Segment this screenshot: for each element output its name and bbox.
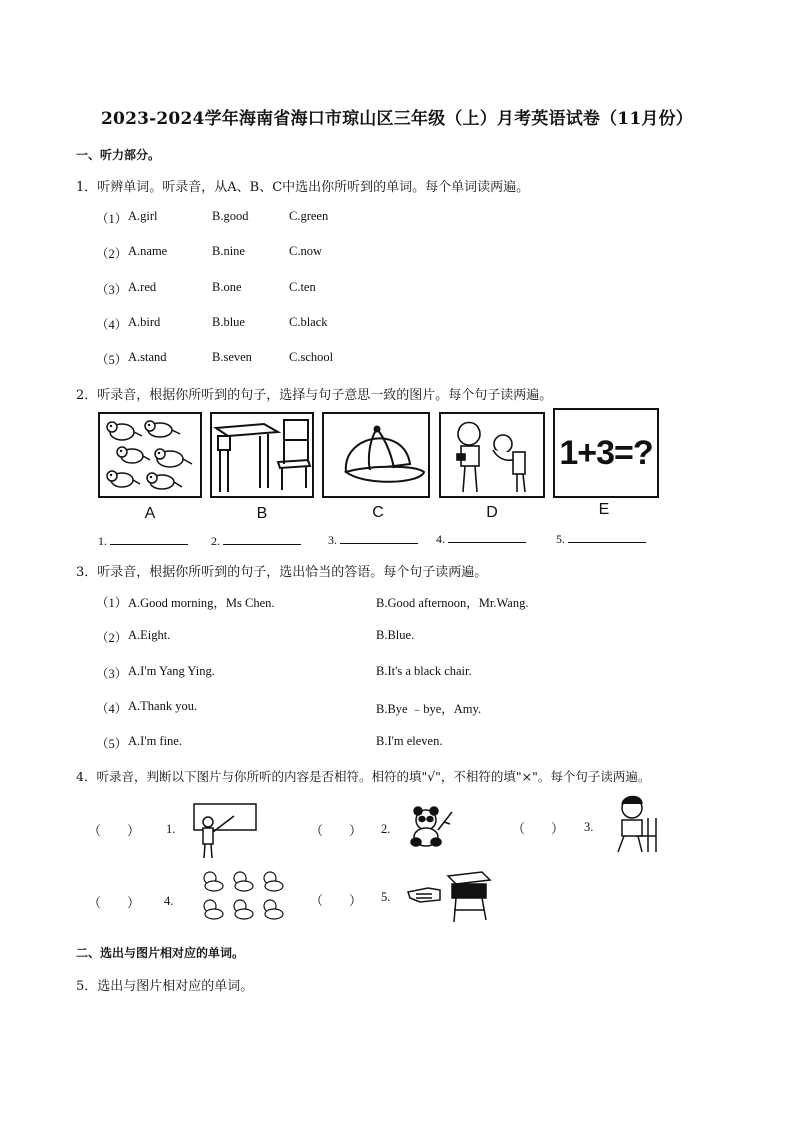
q1-option-b: B.good — [212, 209, 249, 223]
judge-num-4: 4. — [164, 894, 174, 908]
picture-d-people — [439, 412, 545, 498]
page-title: 2023-2024学年海南省海口市琼山区三年级（上）月考英语试卷（11月份） — [101, 109, 693, 129]
q1-option-c: C.green — [289, 209, 329, 223]
blank-number: 5. — [556, 532, 565, 546]
q1-item-num: （3） — [96, 283, 128, 297]
picture-label-c: C — [372, 504, 384, 521]
birds-icon — [100, 414, 200, 496]
judge-num-5: 5. — [381, 890, 391, 904]
q3-option-b: B.Blue. — [376, 628, 415, 642]
q3-item-num: （2） — [96, 631, 128, 645]
answer-blank-4[interactable] — [436, 532, 526, 547]
answer-blank-2[interactable] — [211, 534, 301, 549]
judge-paren-5[interactable]: （ ） — [310, 893, 363, 908]
blank-number: 4. — [436, 532, 445, 546]
question-3-prompt: 3．听录音，根据你所听到的句子，选出恰当的答语。每个句子读两遍。 — [76, 565, 488, 580]
picture-label-e: E — [598, 501, 610, 518]
q1-option-c: C.black — [289, 315, 328, 329]
q3-item-num: （3） — [96, 667, 128, 681]
q1-item-num: （1） — [96, 212, 128, 226]
judge-num-2: 2. — [381, 822, 391, 836]
q1-item-num: （2） — [96, 247, 128, 261]
section-heading-listening: 一、听力部分。 — [76, 148, 161, 162]
q3-item-num: （1） — [96, 596, 128, 610]
q1-item-num: （5） — [96, 353, 128, 367]
bears-group-icon — [196, 868, 290, 924]
q3-option-b: B.Good afternoon，Mr.Wang. — [376, 596, 529, 610]
q3-option-b: B.I'm eleven. — [376, 734, 443, 748]
q1-option-a: A.girl — [128, 209, 158, 223]
section-heading-match: 二、选出与图片相对应的单词。 — [76, 946, 245, 960]
q3-option-a: A.I'm Yang Ying. — [128, 664, 215, 678]
picture-a-birds — [98, 412, 202, 498]
judge-paren-4[interactable]: （ ） — [88, 895, 141, 910]
blank-number: 2. — [211, 534, 220, 548]
judge-paren-3[interactable]: （ ） — [512, 821, 565, 836]
q1-option-b: B.nine — [212, 244, 245, 258]
cap-icon — [324, 414, 428, 496]
q1-option-a: A.stand — [128, 350, 167, 364]
judge-num-3: 3. — [584, 820, 594, 834]
q3-option-a: A.Eight. — [128, 628, 171, 642]
math-question-text: 1+3=? — [559, 434, 653, 472]
picture-b-desk-chair — [210, 412, 314, 498]
panda-icon — [408, 806, 456, 848]
q1-option-a: A.red — [128, 280, 157, 294]
blank-number: 3. — [328, 533, 337, 547]
q1-option-a: A.name — [128, 244, 168, 258]
people-icon — [441, 414, 543, 496]
answer-blank-3[interactable] — [328, 533, 418, 548]
q1-option-b: B.seven — [212, 350, 252, 364]
q1-option-c: C.ten — [289, 280, 316, 294]
judge-paren-2[interactable]: （ ） — [310, 823, 363, 838]
q1-item-num: （4） — [96, 318, 128, 332]
q3-option-b: B.Bye ﹣bye，Amy. — [376, 702, 482, 716]
q1-option-c: C.now — [289, 244, 322, 258]
q1-option-c: C.school — [289, 350, 334, 364]
pointing-desk-icon — [406, 868, 492, 924]
answer-blank-1[interactable] — [98, 534, 188, 549]
q1-option-a: A.bird — [128, 315, 161, 329]
q3-item-num: （4） — [96, 702, 128, 716]
sitting-student-icon — [612, 794, 660, 856]
question-2-prompt: 2．听录音，根据你所听到的句子，选择与句子意思一致的图片。每个句子读两遍。 — [76, 388, 553, 403]
picture-label-b: B — [256, 505, 268, 522]
judge-num-1: 1. — [166, 822, 176, 836]
q1-option-b: B.one — [212, 280, 242, 294]
picture-e-math — [553, 408, 659, 498]
answer-blank-5[interactable] — [556, 532, 646, 547]
judge-paren-1[interactable]: （ ） — [88, 823, 141, 838]
q3-option-a: A.Thank you. — [128, 699, 198, 713]
picture-label-d: D — [486, 504, 498, 521]
desk-chair-icon — [212, 414, 312, 496]
q3-option-b: B.It's a black chair. — [376, 664, 472, 678]
q1-option-b: B.blue — [212, 315, 245, 329]
question-5-prompt: 5．选出与图片相对应的单词。 — [76, 979, 254, 994]
picture-label-a: A — [144, 505, 156, 522]
question-4-prompt: 4．听录音，判断以下图片与你所听的内容是否相符。相符的填"√"，不相符的填"×"。每个句子读两遍。 — [76, 769, 651, 784]
picture-c-cap — [322, 412, 430, 498]
q3-option-a: A.Good morning，Ms Chen. — [128, 596, 275, 610]
blank-number: 1. — [98, 534, 107, 548]
q3-item-num: （5） — [96, 737, 128, 751]
question-1-prompt: 1．听辨单词。听录音，从A、B、C中选出你所听到的单词。每个单词读两遍。 — [76, 180, 530, 195]
q3-option-a: A.I'm fine. — [128, 734, 182, 748]
teacher-board-icon — [192, 802, 258, 860]
